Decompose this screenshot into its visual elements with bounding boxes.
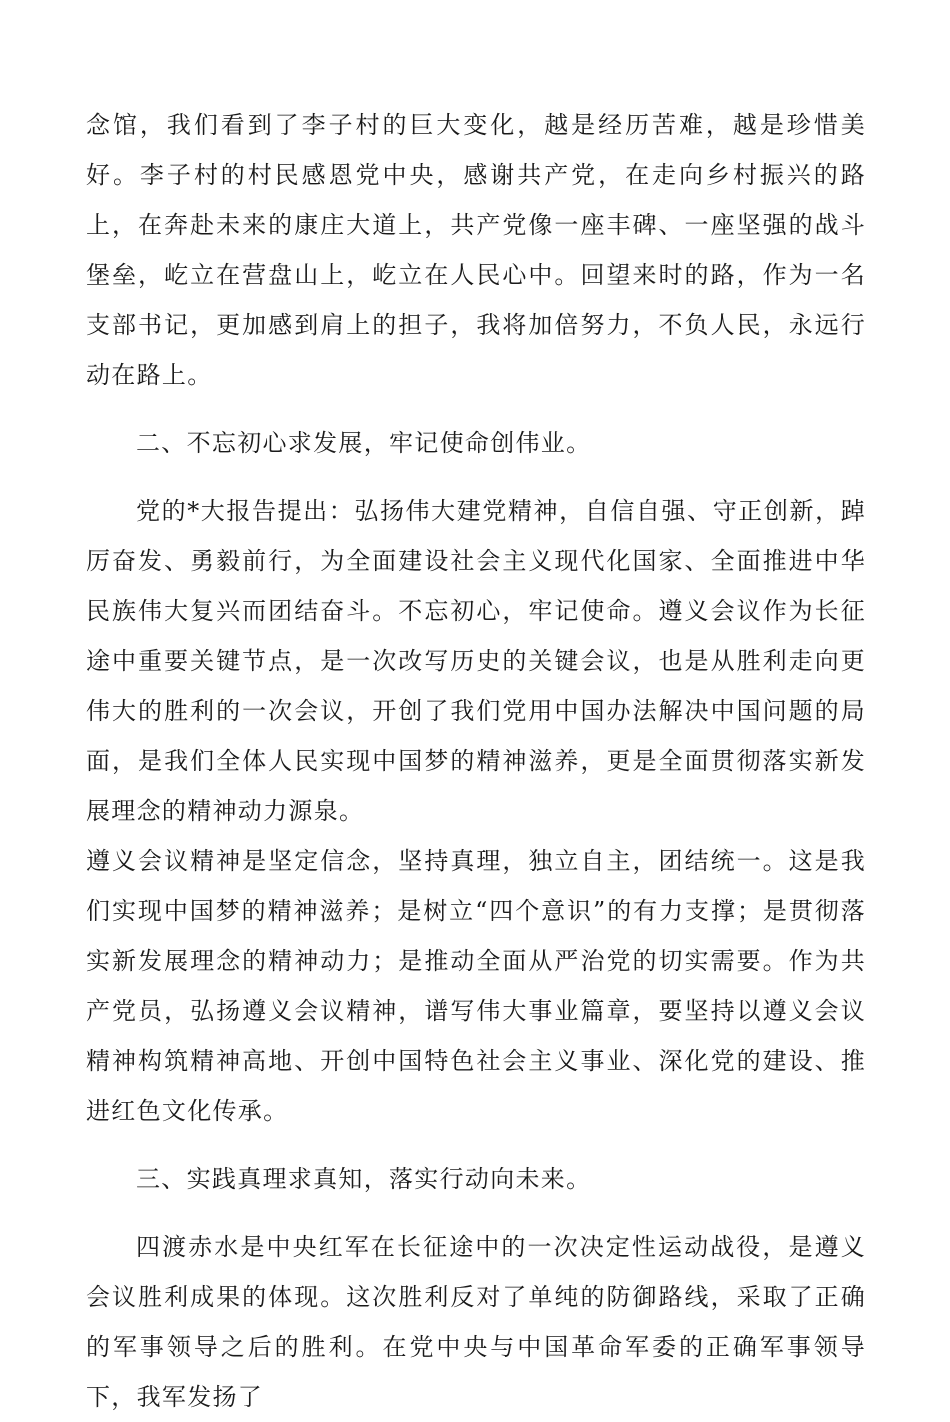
section-heading-3: 三、实践真理求真知，落实行动向未来。 [136, 1165, 592, 1193]
paragraph-gap [86, 1136, 866, 1154]
section-heading-2: 二、不忘初心求发展，牢记使命创伟业。 [136, 429, 592, 457]
document-page [86, 100, 866, 1422]
paragraph-zunyi-spirit: 遵义会议精神是坚定信念，坚持真理，独立自主，团结统一。这是我们实现中国梦的精神滋养；是树立“四个意识”的有力支撑；是贯彻落实新发展理念的精神动力；是推动全面从严治党的切实需要。作为共产党员，弘扬遵义会议精神，谱写伟大事业篇章，要坚持以遵义会议精神构筑精神高地、开创中国特色社会主义事业、深化党的建设、推进红色文化传承。 [86, 847, 866, 1125]
paragraph-chishui: 四渡赤水是中央红军在长征途中的一次决定性运动战役，是遵义会议胜利成果的体现。这次胜利反对了单纯的防御路线，采取了正确的军事领导之后的胜利。在党中央与中国革命军委的正确军事领导下，我军发扬了 [86, 1233, 866, 1411]
paragraph-gap [86, 400, 866, 418]
paragraph-lizi-village: 念馆，我们看到了李子村的巨大变化，越是经历苦难，越是珍惜美好。李子村的村民感恩党中央，感谢共产党，在走向乡村振兴的路上，在奔赴未来的康庄大道上，共产党像一座丰碑、一座坚强的战斗堡垒，屹立在营盘山上，屹立在人民心中。回望来时的路，作为一名支部书记，更加感到肩上的担子，我将加倍努力，不负人民，永远行动在路上。 [86, 111, 866, 389]
paragraph-gap [86, 468, 866, 486]
paragraph-gap [86, 1204, 866, 1222]
paragraph-report: 党的*大报告提出：弘扬伟大建党精神，自信自强、守正创新，踔厉奋发、勇毅前行，为全面建设社会主义现代化国家、全面推进中华民族伟大复兴而团结奋斗。不忘初心，牢记使命。遵义会议作为长征途中重要关键节点，是一次改写历史的关键会议，也是从胜利走向更伟大的胜利的一次会议，开创了我们党用中国办法解决中国问题的局面，是我们全体人民实现中国梦的精神滋养，更是全面贯彻落实新发展理念的精神动力源泉。 [86, 497, 866, 825]
